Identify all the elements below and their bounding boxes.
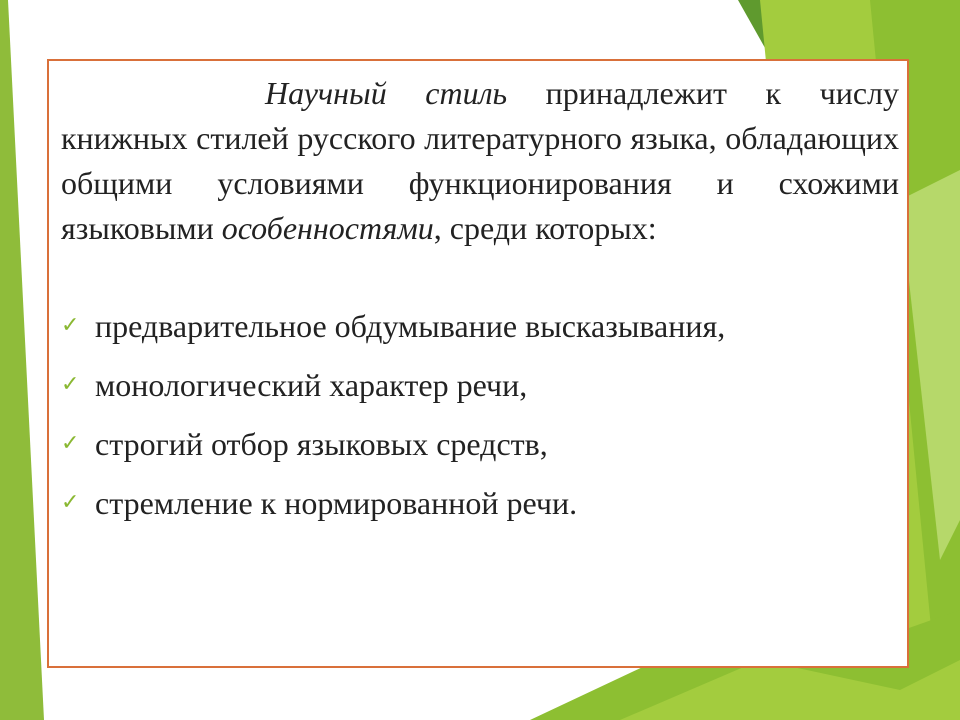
bullet-text: стремление к нормированной речи. — [95, 485, 578, 521]
bullet-item — [61, 483, 899, 542]
bullet-item — [61, 365, 899, 424]
bullet-text: строгий отбор языковых средств, — [95, 426, 548, 462]
bullet-list — [61, 306, 899, 542]
intro-text-1: принадлежит к числу книжных стилей русского литературного языка, обладающих общими условиями функционирования и схожими языковыми — [61, 75, 900, 246]
checkmark-icon: ✓ — [61, 490, 80, 515]
intro-italic-term: Научный стиль — [265, 75, 508, 111]
checkmark-icon: ✓ — [61, 313, 80, 338]
bullet-text: монологический характер речи, — [95, 367, 528, 403]
intro-text-2: , среди которых: — [433, 210, 657, 246]
content-box — [47, 59, 909, 668]
checkmark-icon: ✓ — [61, 431, 80, 456]
bullet-text: предварительное обдумывание высказывания, — [95, 308, 726, 344]
checkmark-icon: ✓ — [61, 372, 80, 397]
bullet-item — [61, 424, 899, 483]
intro-italic-word: особенностями — [221, 210, 434, 246]
left-green-stripe — [0, 0, 44, 720]
bullet-item — [61, 306, 899, 365]
intro-paragraph — [61, 71, 899, 251]
